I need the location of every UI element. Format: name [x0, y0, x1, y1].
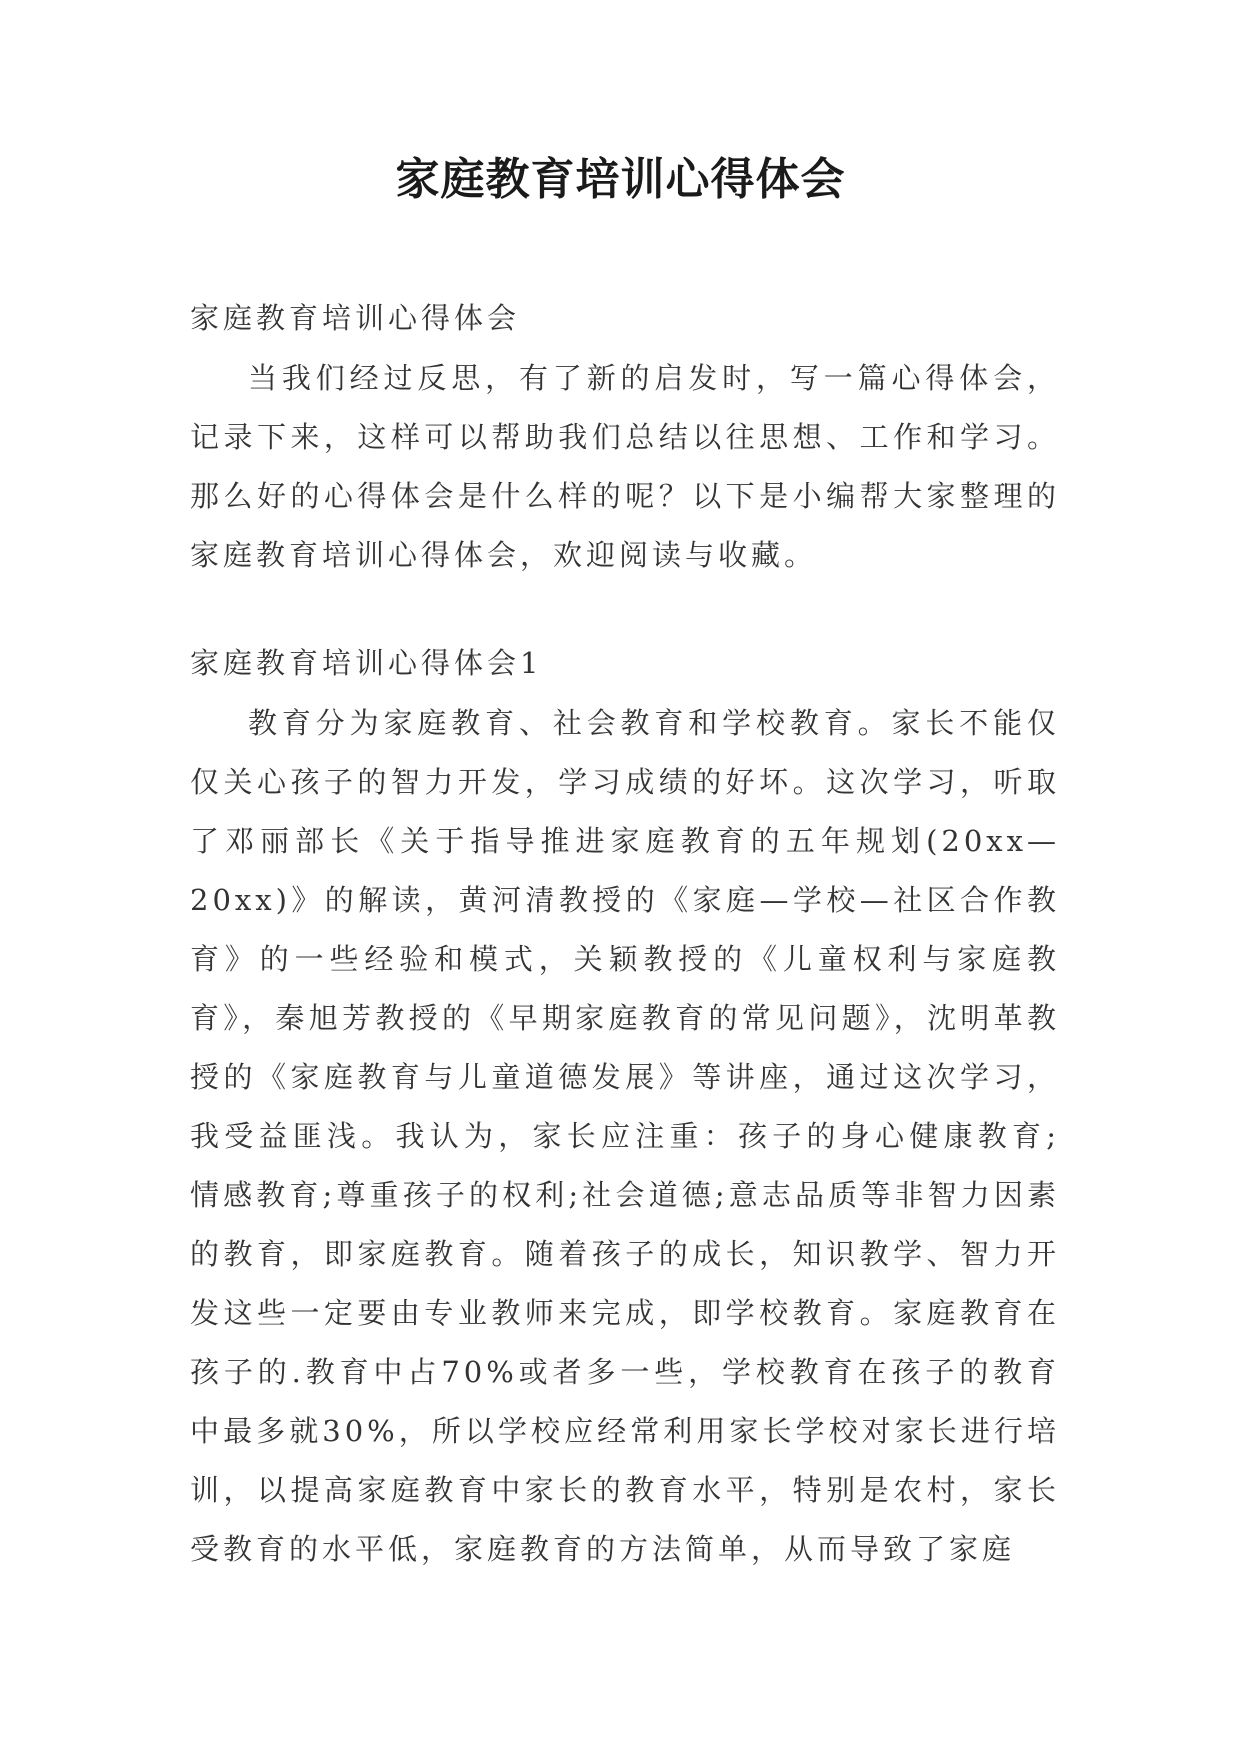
- section-paragraph: 教育分为家庭教育、社会教育和学校教育。家长不能仅仅关心孩子的智力开发，学习成绩的好坏。这次学习，听取了邓丽部长《关于指导推进家庭教育的五年规划(20xx—20xx)》的解读，黄河清教授的《家庭—学校—社区合作教育》的一些经验和模式，关颖教授的《儿童权利与家庭教育》，秦旭芳教授的《早期家庭教育的常见问题》，沈明革教授的《家庭教育与儿童道德发展》等讲座，通过这次学习，我受益匪浅。我认为，家长应注重：孩子的身心健康教育;情感教育;尊重孩子的权利;社会道德;意志品质等非智力因素的教育，即家庭教育。随着孩子的成长，知识教学、智力开发这些一定要由专业教师来完成，即学校教育。家庭教育在孩子的.教育中占70%或者多一些，学校教育在孩子的教育中最多就30%，所以学校应经常利用家长学校对家长进行培训，以提高家庭教育中家长的教育水平，特别是农村，家长受教育的水平低，家庭教育的方法简单，从而导致了家庭: [190, 706, 1060, 1566]
- intro-heading: 家庭教育培训心得体会: [190, 301, 521, 335]
- intro-paragraph: 当我们经过反思，有了新的启发时，写一篇心得体会，记录下来，这样可以帮助我们总结以往思想、工作和学习。那么好的心得体会是什么样的呢？以下是小编帮大家整理的家庭教育培训心得体会，欢迎阅读与收藏。: [190, 361, 1060, 572]
- section-heading: 家庭教育培训心得体会1: [190, 646, 543, 680]
- document-title: 家庭教育培训心得体会: [395, 154, 846, 205]
